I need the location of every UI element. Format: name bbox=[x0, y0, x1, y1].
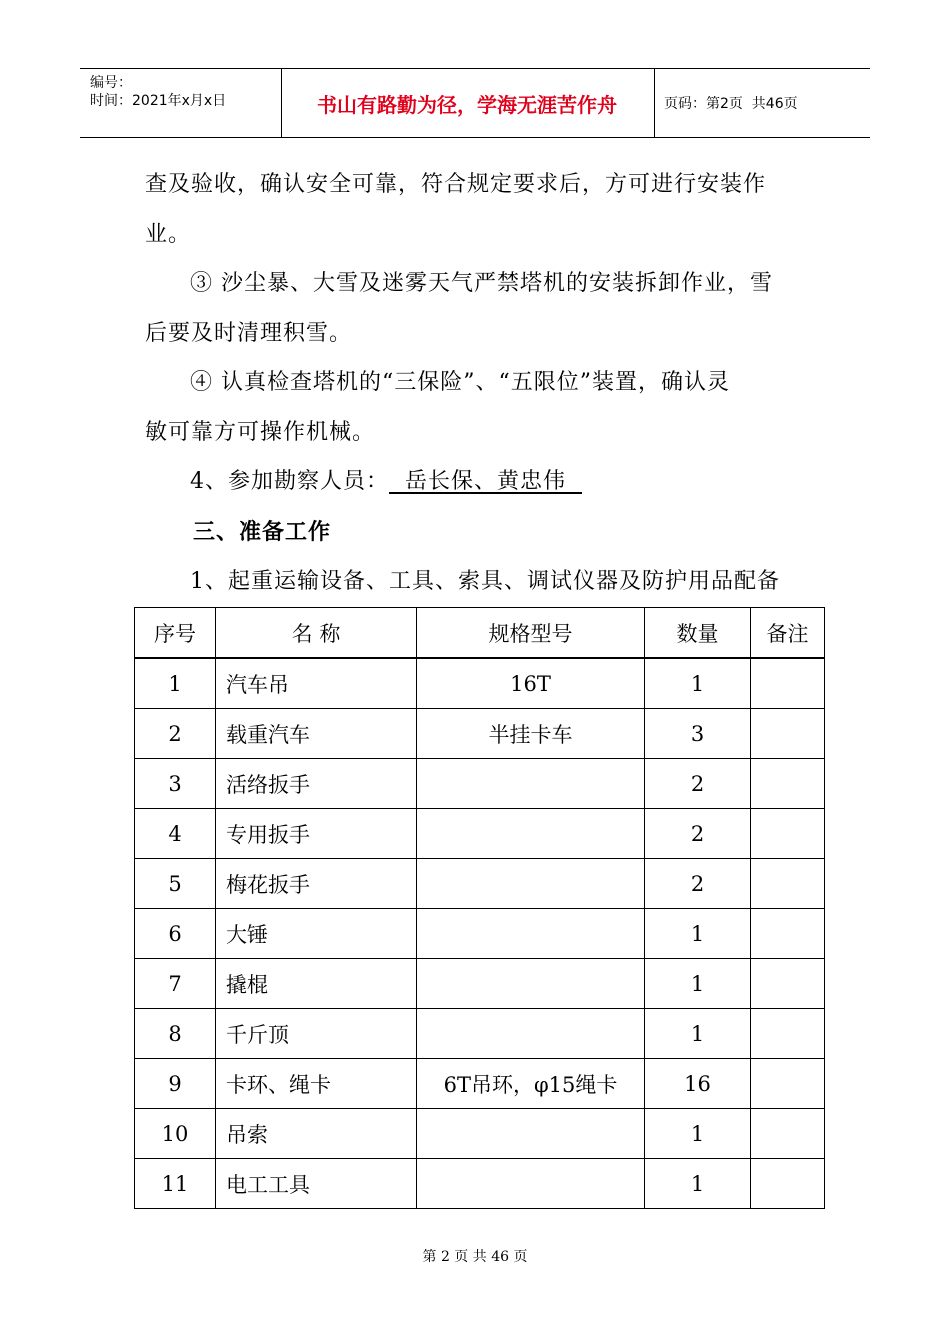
cell-qty: 1 bbox=[645, 658, 751, 709]
cell-spec bbox=[417, 759, 645, 809]
paragraph-line: 敏可靠方可操作机械。 bbox=[145, 420, 376, 445]
table-row bbox=[135, 909, 825, 959]
cell-name: 撬棍 bbox=[216, 959, 417, 1009]
section-title: 三、准备工作 bbox=[193, 520, 332, 545]
cell-name: 活络扳手 bbox=[216, 759, 417, 809]
cell-name: 千斤顶 bbox=[216, 1009, 417, 1059]
table-row bbox=[135, 859, 825, 909]
cell-spec: 6T吊环，φ15绳卡 bbox=[417, 1059, 645, 1109]
paragraph-line: ④ 认真检查塔机的“三保险”、“五限位”装置，确认灵 bbox=[190, 370, 730, 395]
cell-qty: 3 bbox=[645, 709, 751, 759]
table-row bbox=[135, 1159, 825, 1209]
cell-spec: 半挂卡车 bbox=[417, 709, 645, 759]
inspectors-line bbox=[190, 467, 582, 497]
cell-no: 9 bbox=[135, 1059, 216, 1109]
cell-no: 8 bbox=[135, 1009, 216, 1059]
cell-spec: 16T bbox=[417, 658, 645, 709]
cell-name: 专用扳手 bbox=[216, 809, 417, 859]
cell-name: 梅花扳手 bbox=[216, 859, 417, 909]
cell-name: 汽车吊 bbox=[216, 658, 417, 709]
table-row bbox=[135, 809, 825, 859]
table-row bbox=[135, 709, 825, 759]
cell-no: 5 bbox=[135, 859, 216, 909]
paragraph-line: ③ 沙尘暴、大雪及迷雾天气严禁塔机的安装拆卸作业，雪 bbox=[190, 271, 773, 296]
header-divider-2 bbox=[654, 69, 655, 137]
cell-spec bbox=[417, 909, 645, 959]
cell-qty: 1 bbox=[645, 1159, 751, 1209]
cell-no: 6 bbox=[135, 909, 216, 959]
cell-no: 3 bbox=[135, 759, 216, 809]
inspectors-label: 4、参加勘察人员： bbox=[190, 469, 389, 494]
header-page-info: 页码：第2页 共46页 bbox=[664, 96, 798, 112]
cell-note bbox=[751, 709, 825, 759]
header-cell-no: 序号 bbox=[135, 608, 216, 659]
cell-note bbox=[751, 859, 825, 909]
cell-spec bbox=[417, 859, 645, 909]
cell-qty: 1 bbox=[645, 1009, 751, 1059]
table-caption: 1、起重运输设备、工具、索具、调试仪器及防护用品配备 bbox=[190, 569, 780, 594]
table-row bbox=[135, 1059, 825, 1109]
header-cell-note: 备注 bbox=[751, 608, 825, 659]
table-row bbox=[135, 759, 825, 809]
header-meta bbox=[80, 69, 280, 137]
cell-note bbox=[751, 759, 825, 809]
cell-note bbox=[751, 809, 825, 859]
cell-spec bbox=[417, 959, 645, 1009]
table-header-row bbox=[135, 608, 825, 659]
cell-no: 4 bbox=[135, 809, 216, 859]
table-row bbox=[135, 1009, 825, 1059]
cell-name: 吊索 bbox=[216, 1109, 417, 1159]
cell-name: 卡环、绳卡 bbox=[216, 1059, 417, 1109]
paragraph-line: 查及验收，确认安全可靠，符合规定要求后，方可进行安装作 bbox=[145, 172, 767, 197]
cell-qty: 16 bbox=[645, 1059, 751, 1109]
cell-note bbox=[751, 1159, 825, 1209]
cell-qty: 2 bbox=[645, 809, 751, 859]
table-row bbox=[135, 1109, 825, 1159]
paragraph-line: 业。 bbox=[145, 222, 192, 247]
cell-note bbox=[751, 909, 825, 959]
cell-name: 载重汽车 bbox=[216, 709, 417, 759]
cell-note bbox=[751, 1009, 825, 1059]
cell-qty: 2 bbox=[645, 859, 751, 909]
cell-note bbox=[751, 1109, 825, 1159]
cell-no: 10 bbox=[135, 1109, 216, 1159]
header-cell-qty: 数量 bbox=[645, 608, 751, 659]
cell-spec bbox=[417, 1159, 645, 1209]
cell-no: 7 bbox=[135, 959, 216, 1009]
cell-qty: 1 bbox=[645, 909, 751, 959]
equipment-table bbox=[134, 607, 825, 1209]
cell-name: 大锤 bbox=[216, 909, 417, 959]
page-header bbox=[80, 68, 870, 138]
cell-qty: 2 bbox=[645, 759, 751, 809]
cell-note bbox=[751, 1059, 825, 1109]
code-label: 编号： bbox=[90, 75, 132, 91]
header-cell-name: 名 称 bbox=[216, 608, 417, 659]
cell-note bbox=[751, 959, 825, 1009]
header-motto: 书山有路勤为径，学海无涯苦作舟 bbox=[317, 92, 617, 117]
paragraph-line: 后要及时清理积雪。 bbox=[145, 321, 353, 346]
date-label: 时间：2021年x月x日 bbox=[90, 93, 227, 109]
table-row bbox=[135, 959, 825, 1009]
inspectors-names: 岳长保、黄忠伟 bbox=[389, 469, 582, 494]
cell-qty: 1 bbox=[645, 1109, 751, 1159]
cell-spec bbox=[417, 809, 645, 859]
cell-note bbox=[751, 658, 825, 709]
cell-qty: 1 bbox=[645, 959, 751, 1009]
cell-no: 1 bbox=[135, 658, 216, 709]
cell-no: 11 bbox=[135, 1159, 216, 1209]
table-body bbox=[135, 658, 825, 1209]
page-footer: 第 2 页 共 46 页 bbox=[422, 1249, 528, 1265]
table-row bbox=[135, 658, 825, 709]
cell-no: 2 bbox=[135, 709, 216, 759]
cell-spec bbox=[417, 1109, 645, 1159]
cell-spec bbox=[417, 1009, 645, 1059]
cell-name: 电工工具 bbox=[216, 1159, 417, 1209]
header-cell-spec: 规格型号 bbox=[417, 608, 645, 659]
